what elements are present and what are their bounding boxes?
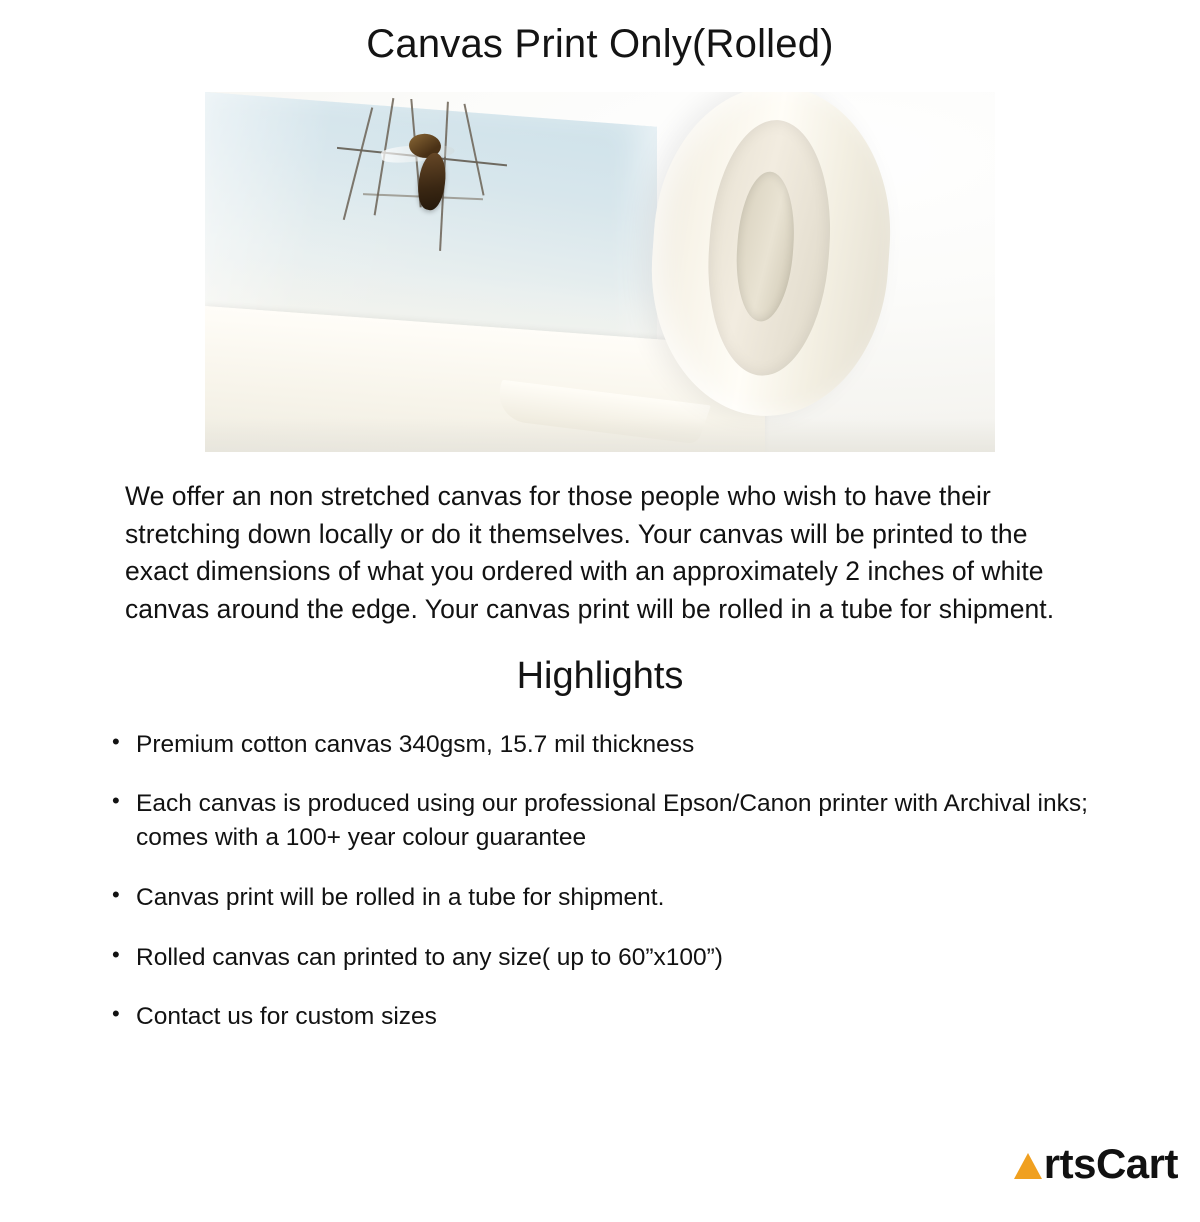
brand-logo — [1014, 1140, 1178, 1188]
brand-logo-text: rtsCart — [1043, 1140, 1178, 1187]
list-item: • Premium cotton canvas 340gsm, 15.7 mil thickness — [110, 728, 1090, 762]
page-title: Canvas Print Only(Rolled) — [366, 22, 834, 66]
photo-shadow — [205, 418, 995, 452]
product-info-page — [0, 22, 1200, 1222]
printed-insect-artwork — [323, 92, 593, 323]
rolled-canvas-print-photo — [205, 92, 995, 452]
list-item: • Each canvas is produced using our professional Epson/Canon printer with Archival inks; comes with a 100+ year colour guarantee — [110, 787, 1090, 855]
list-item: • Rolled canvas can printed to any size( up to 60”x100”) — [110, 941, 1090, 975]
artwork-line — [343, 107, 373, 220]
highlights-list — [110, 728, 1090, 1035]
product-description: We offer an non stretched canvas for those people who wish to have their stretching down locally or do it themselves. Your canvas will be printed to the exact dimensions of what you ordered with an approximately 2 inches of white canvas around the edge. Your canvas print will be rolled in a tube for shipment. — [125, 481, 1055, 624]
list-item: • Canvas print will be rolled in a tube for shipment. — [110, 881, 1090, 915]
artwork-line — [463, 104, 484, 196]
highlights-heading: Highlights — [516, 654, 684, 697]
list-item: • Contact us for custom sizes — [110, 1000, 1090, 1034]
triangle-accent-icon — [1014, 1153, 1042, 1179]
hero-image-container — [205, 92, 995, 452]
